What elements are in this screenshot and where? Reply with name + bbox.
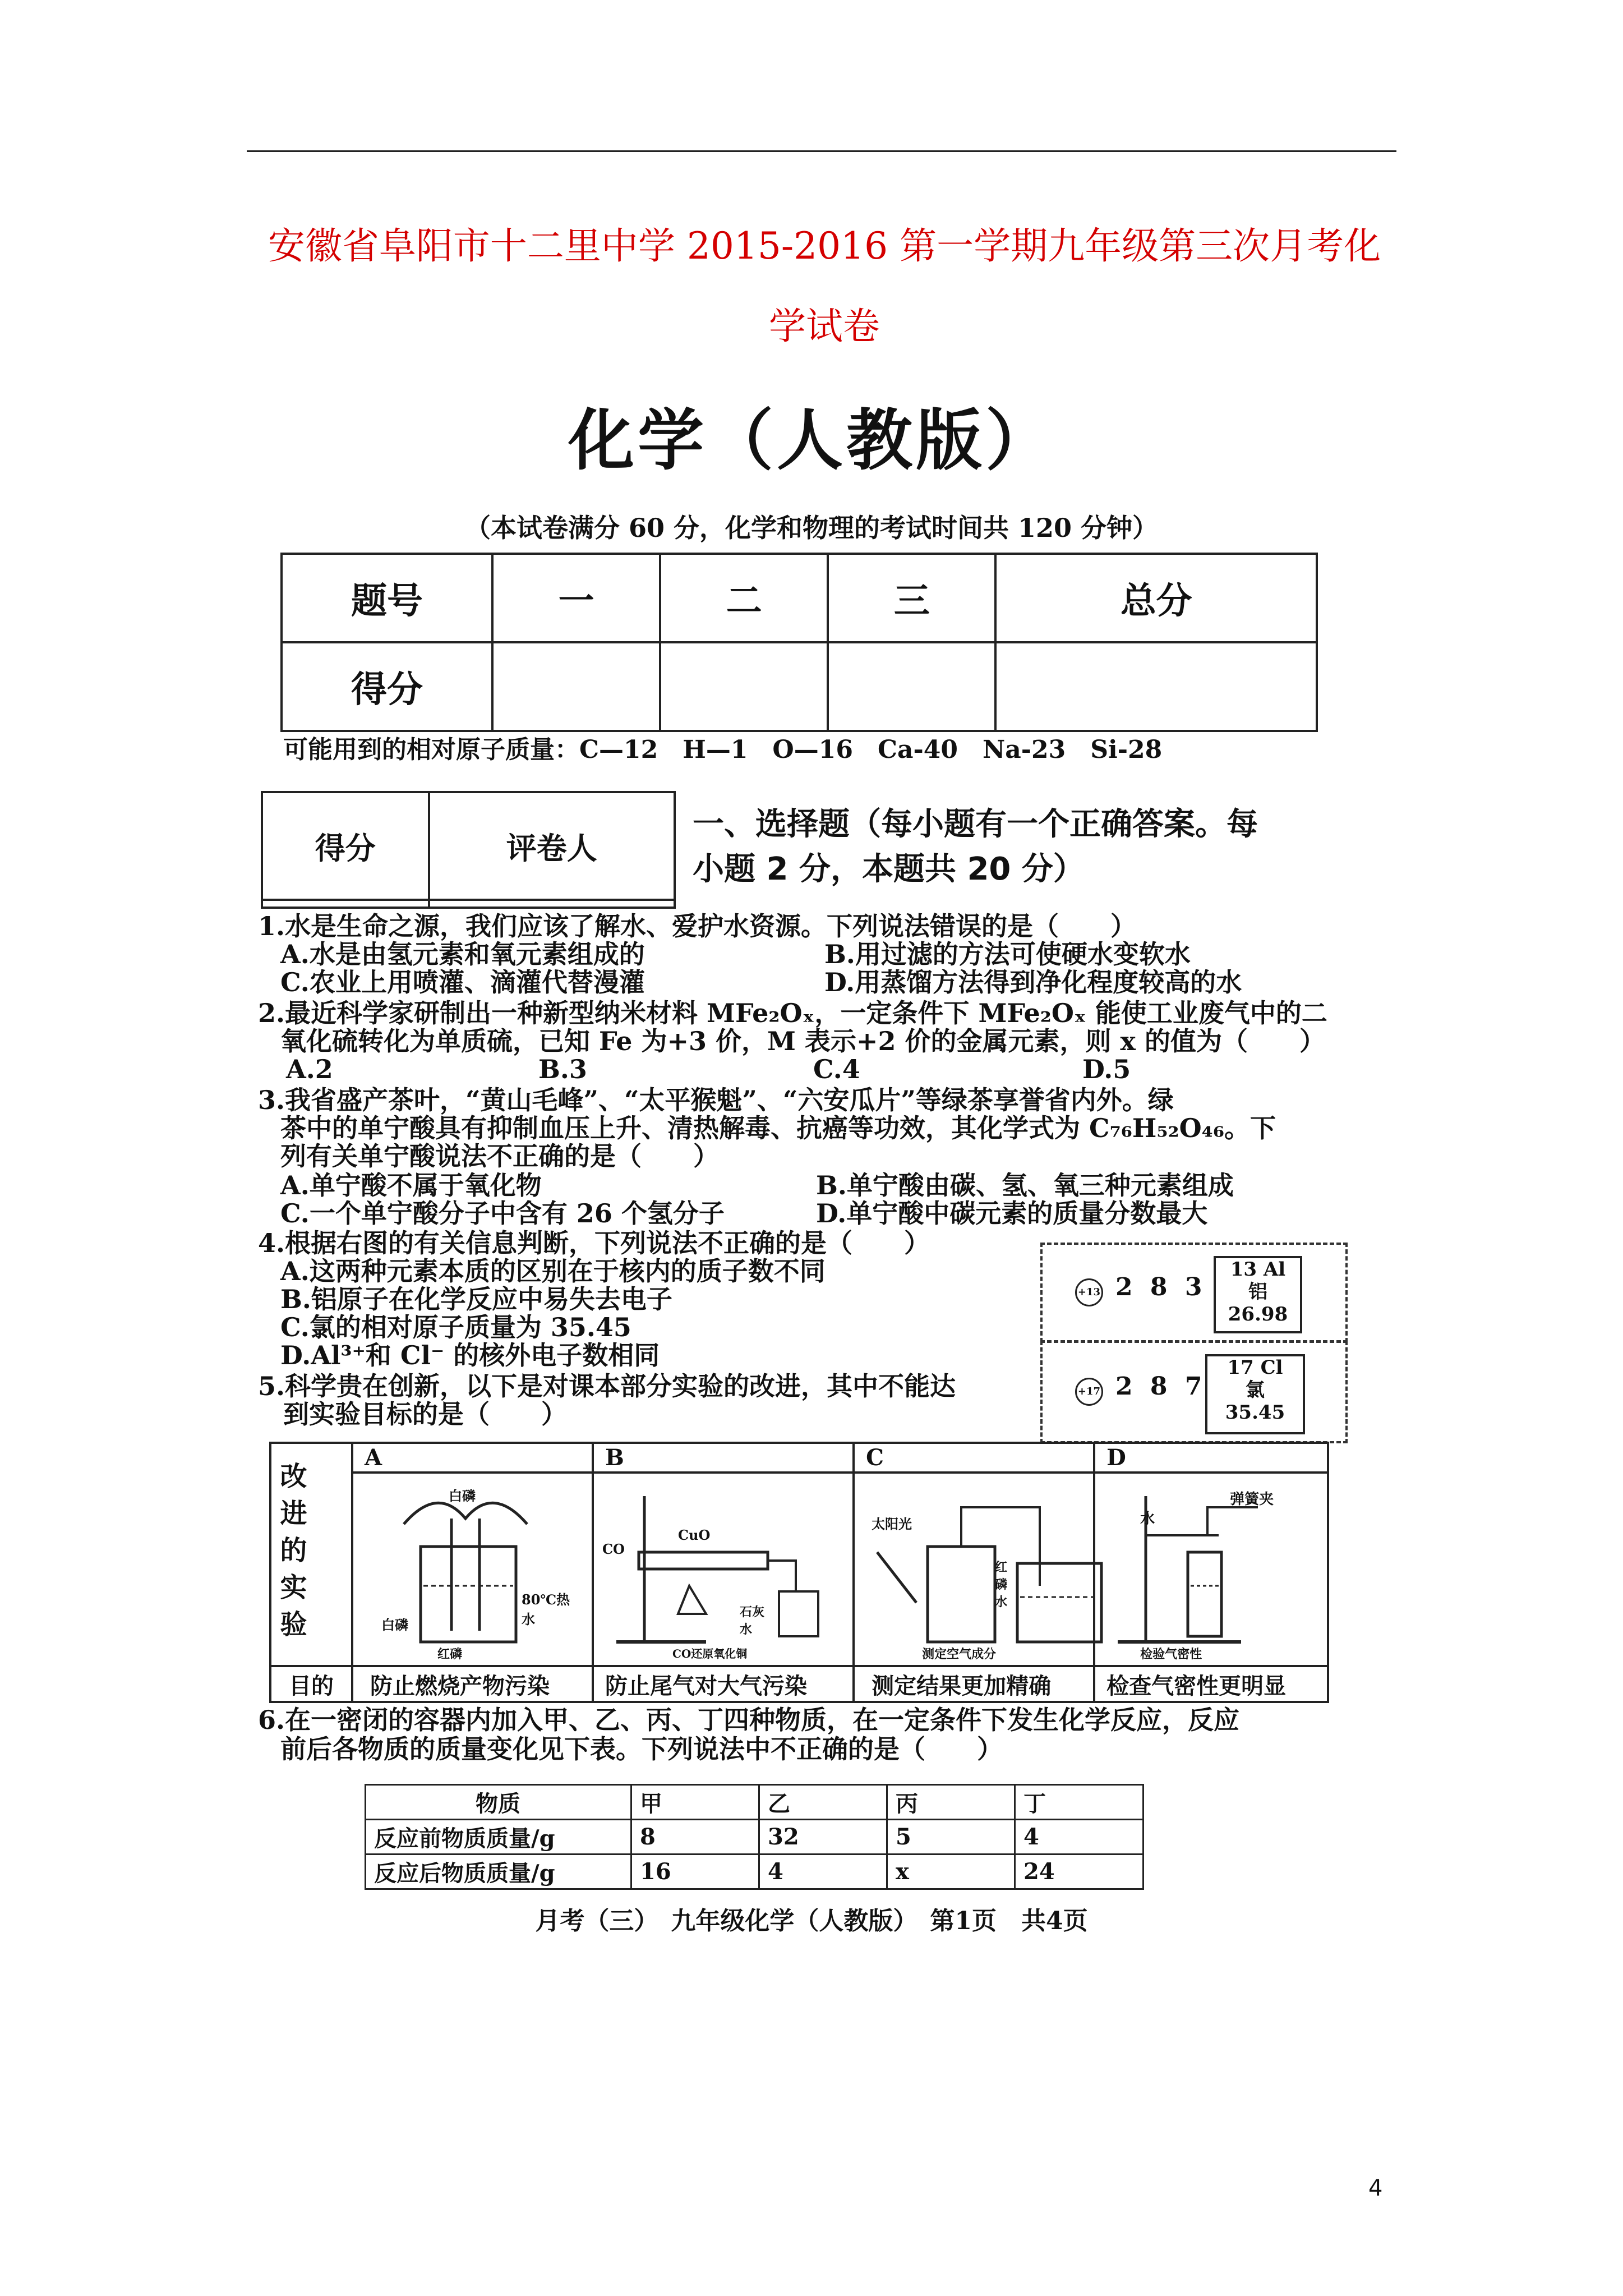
experiment-col-b: B xyxy=(593,1443,854,1473)
question-3-line3: 列有关单宁酸说法不正确的是（ ） xyxy=(280,1141,719,1171)
figure-c-caption: 测定空气成分 xyxy=(922,1647,997,1662)
question-2-line1: 2.最近科学家研制出一种新型纳米材料 MFe₂Oₓ，一定条件下 MFe₂Oₓ 能使工业废气中的二 xyxy=(258,998,1327,1028)
figure-b-cell xyxy=(593,1473,854,1666)
experiment-col-a: A xyxy=(352,1443,593,1473)
question-3-option-a: A.单宁酸不属于氧化物 xyxy=(280,1170,542,1200)
figure-a-cell xyxy=(352,1473,593,1666)
mass-table-header: 物质 xyxy=(366,1785,631,1820)
question-2-option-b: B.3 xyxy=(538,1054,587,1084)
question-1-stem: 1.水是生命之源，我们应该了解水、爱护水资源。下列说法错误的是（ ） xyxy=(258,911,1137,941)
mass-table-header: 甲 xyxy=(631,1785,759,1820)
question-3-option-b: B.单宁酸由碳、氢、氧三种元素组成 xyxy=(816,1170,1234,1200)
mass-table-cell: 反应后物质质量/g xyxy=(366,1855,631,1889)
section-one-heading xyxy=(693,802,1310,892)
question-1-option-d: D.用蒸馏方法得到净化程度较高的水 xyxy=(824,967,1242,997)
exam-note: （本试卷满分 60 分，化学和物理的考试时间共 120 分钟） xyxy=(464,513,1159,543)
figure-b-drawing xyxy=(594,1474,852,1664)
aluminum-nucleus: +13 xyxy=(1075,1278,1103,1306)
exam-footer: 月考（三） 九年级化学（人教版） 第1页 共4页 xyxy=(535,1907,1088,1935)
question-3-line1: 3.我省盛产茶叶，“黄山毛峰”、“太平猴魁”、“六安瓜片”等绿茶享誉省内外。绿 xyxy=(258,1085,1174,1115)
mass-table-row xyxy=(366,1855,1144,1889)
score-table-header: 一 xyxy=(492,554,660,642)
aluminum-number-symbol: 13 Al xyxy=(1230,1258,1286,1281)
chlorine-nucleus: +17 xyxy=(1075,1378,1103,1406)
figure-d-label-water: 水 xyxy=(1140,1511,1155,1527)
page-number: 4 xyxy=(1368,2175,1383,2201)
question-4-stem: 4.根据右图的有关信息判断，下列说法不正确的是（ ） xyxy=(258,1228,930,1258)
figure-a-label-top: 白磷 xyxy=(449,1488,476,1504)
score-table-header: 题号 xyxy=(282,554,492,642)
chlorine-name: 氯 xyxy=(1246,1379,1265,1401)
mass-table-row xyxy=(366,1820,1144,1855)
mass-table-cell: 8 xyxy=(631,1820,759,1855)
figure-d-cell xyxy=(1094,1473,1328,1666)
grader-row xyxy=(262,900,675,908)
aluminum-name: 铝 xyxy=(1248,1281,1267,1303)
mass-table-cell: x xyxy=(887,1855,1015,1889)
header-rule xyxy=(247,150,1396,152)
figure-d-caption: 检验气密性 xyxy=(1140,1647,1202,1662)
experiment-purpose-row xyxy=(270,1666,1328,1702)
figure-b-label-co: CO xyxy=(602,1541,625,1557)
question-2-line2: 氧化硫转化为单质硫，已知 Fe 为+3 价，M 表示+2 价的金属元素，则 x 的值为（ ） xyxy=(280,1026,1325,1056)
figure-b-caption: CO还原氧化铜 xyxy=(672,1647,748,1660)
experiment-col-c: C xyxy=(854,1443,1094,1473)
grader-row xyxy=(262,792,675,900)
figure-c-drawing xyxy=(855,1474,1113,1664)
question-4-option-a: A.这两种元素本质的区别在于核内的质子数不同 xyxy=(280,1256,826,1286)
question-3-option-c: C.一个单宁酸分子中含有 26 个氢分子 xyxy=(280,1198,725,1228)
question-6-line2: 前后各物质的质量变化见下表。下列说法中不正确的是（ ） xyxy=(280,1734,1003,1764)
purpose-d: 检查气密性更明显 xyxy=(1094,1666,1328,1702)
figure-c-cell xyxy=(854,1473,1094,1666)
chlorine-shells: 2 8 7 xyxy=(1115,1372,1207,1401)
score-cell xyxy=(995,642,1317,731)
mass-table-cell: 4 xyxy=(1015,1820,1144,1855)
purpose-b: 防止尾气对大气污染 xyxy=(593,1666,854,1702)
mass-table-cell: 32 xyxy=(759,1820,887,1855)
figure-c-label-water: 红磷水 xyxy=(995,1560,1008,1609)
grader-cell xyxy=(262,900,429,908)
score-table-row xyxy=(282,642,1317,731)
question-4-option-c: C.氯的相对原子质量为 35.45 xyxy=(280,1312,631,1342)
section-heading-line: 一、选择题（每小题有一个正确答案。每 xyxy=(693,806,1258,843)
question-2-option-d: D.5 xyxy=(1082,1054,1131,1084)
question-2-option-a: A.2 xyxy=(286,1054,333,1084)
score-table-header: 二 xyxy=(660,554,828,642)
experiment-col-d: D xyxy=(1094,1443,1328,1473)
chlorine-atom-figure xyxy=(1040,1341,1348,1443)
experiment-figure-row xyxy=(270,1473,1328,1666)
score-table-row xyxy=(282,554,1317,642)
score-cell xyxy=(492,642,660,731)
question-6-line1: 6.在一密闭的容器内加入甲、乙、丙、丁四种物质，在一定条件下发生化学反应，反应 xyxy=(258,1705,1240,1735)
purpose-c: 测定结果更加精确 xyxy=(854,1666,1094,1702)
score-table xyxy=(280,553,1318,732)
question-4-option-d: D.Al³⁺和 Cl⁻ 的核外电子数相同 xyxy=(280,1340,660,1370)
question-3-option-d: D.单宁酸中碳元素的质量分数最大 xyxy=(816,1198,1208,1228)
score-cell xyxy=(828,642,995,731)
aluminum-element-card xyxy=(1214,1256,1302,1333)
question-5-line1: 5.科学贵在创新，以下是对课本部分实验的改进，其中不能达 xyxy=(258,1371,956,1401)
grader-cell xyxy=(429,900,675,908)
question-1-option-c: C.农业上用喷灌、滴灌代替漫灌 xyxy=(280,967,645,997)
score-table-label: 得分 xyxy=(282,642,492,731)
mass-table-header: 丁 xyxy=(1015,1785,1144,1820)
purpose-a: 防止燃烧产物污染 xyxy=(352,1666,593,1702)
experiment-side-label: 改进的实验 xyxy=(275,1462,307,1647)
mass-table-cell: 5 xyxy=(887,1820,1015,1855)
figure-a-label-water: 80℃热水 xyxy=(522,1591,570,1627)
mass-table-header: 丙 xyxy=(887,1785,1015,1820)
grader-score-label: 得分 xyxy=(262,792,429,900)
score-cell xyxy=(660,642,828,731)
exam-title: 化学（人教版） xyxy=(568,402,1055,479)
chlorine-mass: 35.45 xyxy=(1225,1401,1285,1424)
mass-table-cell: 24 xyxy=(1015,1855,1144,1889)
experiment-header-row xyxy=(270,1443,1328,1473)
question-1-option-a: A.水是由氢元素和氧元素组成的 xyxy=(280,939,645,969)
aluminum-shells: 2 8 3 xyxy=(1115,1273,1207,1301)
aluminum-atom-figure xyxy=(1040,1243,1348,1342)
figure-a-label-phosphorus: 白磷 xyxy=(381,1617,408,1633)
mass-table-header-row xyxy=(366,1785,1144,1820)
figure-d-label-clip: 弹簧夹 xyxy=(1230,1491,1274,1508)
section-heading-line: 小题 2 分，本题共 20 分） xyxy=(693,851,1085,887)
aluminum-mass: 26.98 xyxy=(1228,1303,1288,1326)
experiment-table xyxy=(269,1442,1329,1703)
question-1-option-b: B.用过滤的方法可使硬水变软水 xyxy=(824,939,1191,969)
question-4-option-b: B.铝原子在化学反应中易失去电子 xyxy=(280,1284,672,1314)
figure-a-caption: 红磷 xyxy=(437,1647,463,1662)
experiment-side-cell xyxy=(270,1443,352,1666)
mass-table xyxy=(365,1784,1144,1890)
grader-name-label: 评卷人 xyxy=(429,792,675,900)
chlorine-element-card xyxy=(1205,1354,1305,1434)
document-title-line1: 安徽省阜阳市十二里中学 2015-2016 第一学期九年级第三次月考化 xyxy=(268,224,1381,268)
mass-table-cell: 反应前物质质量/g xyxy=(366,1820,631,1855)
purpose-label: 目的 xyxy=(270,1666,352,1702)
chlorine-number-symbol: 17 Cl xyxy=(1227,1356,1283,1379)
figure-c-label-sunlight: 太阳光 xyxy=(872,1516,912,1532)
atomic-masses: 可能用到的相对原子质量：C—12 H—1 O—16 Ca-40 Na-23 Si-28 xyxy=(283,735,1163,764)
mass-table-cell: 16 xyxy=(631,1855,759,1889)
score-table-header: 三 xyxy=(828,554,995,642)
question-3-line2: 茶中的单宁酸具有抑制血压上升、清热解毒、抗癌等功效，其化学式为 C₇₆H₅₂O₄₆。下 xyxy=(280,1113,1276,1143)
question-5-line2: 到实验目标的是（ ） xyxy=(283,1399,567,1429)
document-title-line2: 学试卷 xyxy=(769,305,880,348)
grader-table xyxy=(261,791,676,909)
figure-b-label-limewater: 石灰水 xyxy=(739,1605,764,1637)
figure-d-drawing xyxy=(1095,1474,1320,1664)
score-table-header: 总分 xyxy=(995,554,1317,642)
mass-table-header: 乙 xyxy=(759,1785,887,1820)
mass-table-cell: 4 xyxy=(759,1855,887,1889)
figure-b-label-cuo: CuO xyxy=(677,1527,711,1543)
question-2-option-c: C.4 xyxy=(813,1054,860,1084)
